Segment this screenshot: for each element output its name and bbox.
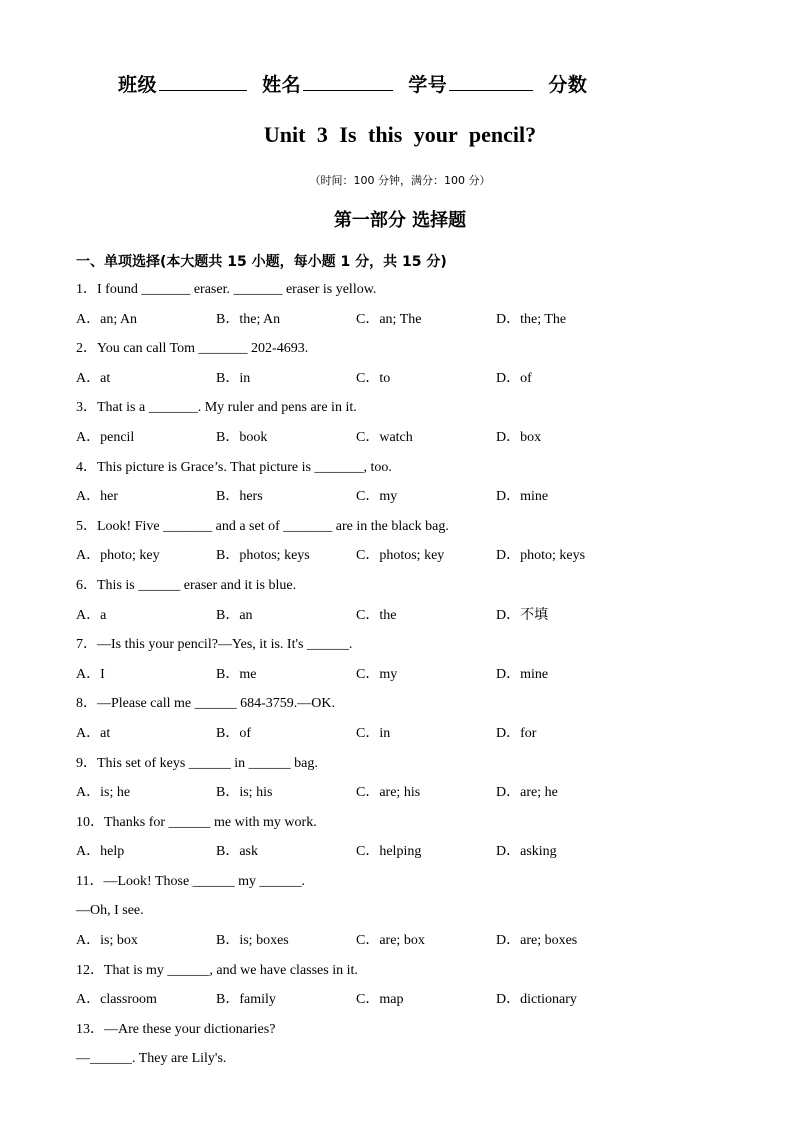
exam-time-note: （时间：100 分钟，满分：100 分） [309, 174, 491, 187]
question-stem: 1．I found _______ eraser. _______ eraser is yellow. [76, 282, 377, 297]
answer-option[interactable]: B．an [216, 607, 253, 623]
option-row [76, 783, 766, 813]
answer-option[interactable]: D．mine [496, 666, 549, 682]
question-stem: 7．—Is this your pencil?—Yes, it is. It's ______. [76, 637, 353, 653]
answer-option[interactable]: C．map [356, 992, 404, 1008]
answer-option[interactable]: B．family [216, 992, 276, 1008]
answer-option[interactable]: B．photos; keys [216, 548, 310, 564]
answer-option[interactable]: D．不填 [496, 607, 549, 623]
question-stem: —Oh, I see. [76, 903, 144, 919]
option-row [76, 369, 766, 399]
question-stem: 2．You can call Tom _______ 202-4693. [76, 341, 309, 357]
answer-option[interactable]: D．for [496, 725, 537, 741]
answer-option[interactable]: B．is; boxes [216, 933, 289, 949]
answer-option[interactable]: D．of [496, 370, 532, 386]
question-stem: 8．—Please call me ______ 684-3759.—OK. [76, 696, 335, 712]
section-title: 一、单项选择(本大题共 15 小题，每小题 1 分，共 15 分) [76, 254, 447, 270]
answer-option[interactable]: D．mine [496, 489, 549, 505]
answer-option[interactable]: B．hers [216, 489, 263, 505]
page-title: Unit 3 Is this your pencil? [263, 122, 537, 147]
option-row [76, 487, 766, 517]
answer-option[interactable]: C．my [356, 666, 398, 682]
answer-option[interactable]: D．are; he [496, 785, 558, 801]
answer-option[interactable]: B．of [216, 725, 251, 741]
answer-option[interactable]: A．I [76, 666, 105, 682]
option-row [76, 724, 766, 754]
class-label: 班级 [118, 74, 158, 96]
question-stem: 4．This picture is Grace’s. That picture is _______, too. [76, 459, 392, 475]
answer-option[interactable]: D．photo; keys [496, 548, 586, 564]
question-stem: 6．This is ______ eraser and it is blue. [76, 577, 297, 593]
score-label: 分数 [548, 74, 588, 96]
answer-option[interactable]: A．is; box [76, 933, 138, 949]
option-row [76, 665, 766, 695]
answer-option[interactable]: C．photos; key [356, 548, 445, 564]
option-row [76, 428, 766, 458]
answer-option[interactable]: D．the; The [496, 311, 567, 327]
answer-option[interactable]: D．dictionary [496, 992, 577, 1008]
answer-option[interactable]: A．classroom [76, 992, 157, 1008]
answer-option[interactable]: A．her [76, 489, 118, 505]
answer-option[interactable]: D．asking [496, 844, 557, 860]
answer-option[interactable]: C．in [356, 725, 391, 741]
option-row [76, 990, 766, 1020]
answer-option[interactable]: C．are; his [356, 785, 421, 801]
class-blank[interactable] [159, 72, 247, 91]
student-info-line [118, 70, 587, 97]
option-row [76, 606, 766, 636]
answer-option[interactable]: C．the [356, 607, 397, 623]
answer-option[interactable]: C．to [356, 370, 391, 386]
answer-option[interactable]: C．helping [356, 844, 422, 860]
option-row [76, 546, 766, 576]
id-label: 学号 [408, 74, 448, 96]
answer-option[interactable]: B．the; An [216, 311, 281, 327]
part-title: 第一部分 选择题 [333, 210, 467, 231]
question-stem: —______. They are Lily's. [76, 1051, 227, 1067]
question-stem: 11．—Look! Those ______ my ______. [76, 873, 306, 889]
answer-option[interactable]: A．a [76, 607, 107, 623]
question-stem: 13．—Are these your dictionaries? [76, 1021, 276, 1037]
answer-option[interactable]: A．at [76, 725, 111, 741]
question-stem: 12．That is my ______, and we have classes in it. [76, 962, 358, 978]
question-stem: 3．That is a _______. My ruler and pens are in it. [76, 400, 357, 416]
question-stem: 5．Look! Five _______ and a set of _______ are in the black bag. [76, 518, 449, 534]
answer-option[interactable]: A．is; he [76, 785, 131, 801]
answer-option[interactable]: B．me [216, 666, 257, 682]
name-blank[interactable] [303, 72, 393, 91]
option-row [76, 842, 766, 872]
answer-option[interactable]: C．are; box [356, 933, 425, 949]
answer-option[interactable]: A．help [76, 844, 125, 860]
answer-option[interactable]: A．photo; key [76, 548, 160, 564]
answer-option[interactable]: C．watch [356, 429, 413, 445]
name-label: 姓名 [262, 74, 302, 96]
answer-option[interactable]: B．in [216, 370, 251, 386]
question-stem: 10．Thanks for ______ me with my work. [76, 814, 317, 830]
answer-option[interactable]: B．ask [216, 844, 258, 860]
option-row [76, 310, 766, 340]
id-blank[interactable] [449, 72, 533, 91]
answer-option[interactable]: A．an; An [76, 311, 138, 327]
answer-option[interactable]: B．is; his [216, 785, 273, 801]
question-list [76, 280, 766, 1079]
answer-option[interactable]: A．pencil [76, 429, 135, 445]
answer-option[interactable]: D．box [496, 429, 542, 445]
answer-option[interactable]: A．at [76, 370, 111, 386]
answer-option[interactable]: B．book [216, 429, 268, 445]
answer-option[interactable]: D．are; boxes [496, 933, 578, 949]
question-stem: 9．This set of keys ______ in ______ bag. [76, 755, 318, 771]
option-row [76, 931, 766, 961]
answer-option[interactable]: C．an; The [356, 311, 422, 327]
answer-option[interactable]: C．my [356, 489, 398, 505]
